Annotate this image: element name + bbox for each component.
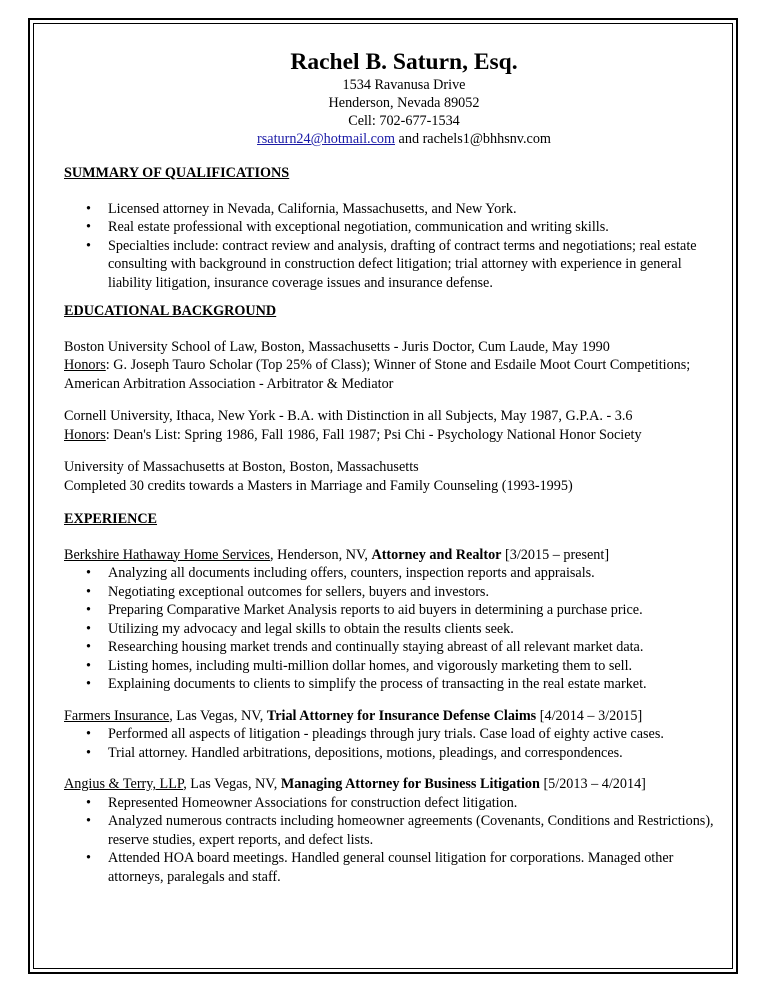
job-berkshire <box>64 546 714 694</box>
resume-page <box>64 48 714 886</box>
job-duty: • Utilizing my advocacy and legal skills to obtain the results clients seek. <box>108 620 714 639</box>
job-farmers <box>64 707 714 763</box>
bu-degree-line: Boston University School of Law, Boston, Massachusetts - Juris Doctor, Cum Laude, May 1990 <box>64 338 610 355</box>
job-duty: • Analyzed numerous contracts including homeowner agreements (Covenants, Conditions and Restrictions), reserve studies, expert reports, and defect lists. <box>108 812 714 849</box>
job-location: , Henderson, NV, <box>270 546 372 563</box>
education-umass <box>64 458 714 495</box>
job-duties <box>64 794 714 887</box>
job-duty: • Explaining documents to clients to simplify the process of transacting in the real estate market. <box>108 675 714 694</box>
bu-honors-text: : G. Joseph Tauro Scholar (Top 25% of Class); Winner of Stone and Esdaile Moot Court Competitions; American Arbitration Association - Arbitrator & Mediator <box>64 357 691 392</box>
summary-item: • Licensed attorney in Nevada, California, Massachusetts, and New York. <box>108 200 714 219</box>
job-heading <box>64 775 714 794</box>
job-role: Managing Attorney for Business Litigation <box>280 776 540 792</box>
job-duties <box>64 564 714 694</box>
job-duty: • Researching housing market trends and continually staying abreast of all relevant market data. <box>108 638 714 657</box>
resume-header <box>94 48 714 148</box>
summary-item: • Specialties include: contract review and analysis, drafting of contract terms and negotiations; real estate consulting with background in construction defect litigation; trial attorney with experience in general liability litigation, insurance coverage issues and insurance defense. <box>108 237 714 293</box>
bu-honors-label: Honors <box>64 357 106 373</box>
job-duty: • Represented Homeowner Associations for construction defect litigation. <box>108 794 714 813</box>
email-secondary: and rachels1@bhhsnv.com <box>395 131 551 147</box>
job-duty: • Trial attorney. Handled arbitrations, depositions, motions, pleadings, and correspondences. <box>108 744 714 763</box>
bu-honors <box>64 356 714 393</box>
job-duty: • Attended HOA board meetings. Handled general counsel litigation for corporations. Managed other attorneys, paralegals and staff. <box>108 849 714 886</box>
cell-phone: Cell: 702-677-1534 <box>348 113 460 129</box>
job-location: , Las Vegas, NV, <box>183 776 281 792</box>
job-dates: [3/2015 – present] <box>501 546 610 563</box>
job-role: Attorney and Realtor <box>371 546 502 563</box>
job-duty: • Analyzing all documents including offers, counters, inspection reports and appraisals. <box>108 564 714 583</box>
job-employer: Angius & Terry, LLP <box>64 776 184 792</box>
summary-title: SUMMARY OF QUALIFICATIONS <box>64 165 290 181</box>
education-cornell <box>64 407 714 444</box>
umass-detail: Completed 30 credits towards a Masters in Marriage and Family Counseling (1993-1995) <box>64 477 573 494</box>
job-location: , Las Vegas, NV, <box>169 707 267 724</box>
job-duty: • Performed all aspects of litigation - pleadings through jury trials. Case load of eighty active cases. <box>108 725 714 744</box>
cornell-honors-text: : Dean's List: Spring 1986, Fall 1986, Fall 1987; Psi Chi - Psychology National Honor Society <box>105 426 642 443</box>
summary-item: • Real estate professional with exceptional negotiation, communication and writing skills. <box>108 218 714 237</box>
address-line-2: Henderson, Nevada 89052 <box>328 95 480 111</box>
address-line-1: 1534 Ravanusa Drive <box>342 77 466 93</box>
job-duty: • Listing homes, including multi-million dollar homes, and vigorously marketing them to sell. <box>108 657 714 676</box>
email-line <box>94 130 714 148</box>
candidate-name: Rachel B. Saturn, Esq. <box>290 49 518 75</box>
education-boston-university <box>64 338 714 394</box>
education-title: EDUCATIONAL BACKGROUND <box>64 303 277 319</box>
job-heading <box>64 707 714 726</box>
job-duty: • Preparing Comparative Market Analysis reports to aid buyers in determining a purchase price. <box>108 601 714 620</box>
summary-list <box>64 200 714 293</box>
job-angius-terry <box>64 775 714 886</box>
job-heading <box>64 546 714 565</box>
job-dates: [5/2013 – 4/2014] <box>539 776 646 792</box>
job-employer: Farmers Insurance <box>64 707 170 724</box>
experience-title: EXPERIENCE <box>64 511 158 527</box>
job-employer: Berkshire Hathaway Home Services <box>64 546 271 563</box>
cornell-degree-line: Cornell University, Ithaca, New York - B.A. with Distinction in all Subjects, May 1987, G.P.A. - 3.6 <box>64 408 633 424</box>
umass-line: University of Massachusetts at Boston, Boston, Massachusetts <box>64 459 419 475</box>
cornell-honors <box>64 426 714 445</box>
email-link-hotmail[interactable]: rsaturn24@hotmail.com <box>257 131 395 147</box>
job-dates: [4/2014 – 3/2015] <box>536 707 643 724</box>
job-duty: • Negotiating exceptional outcomes for sellers, buyers and investors. <box>108 583 714 602</box>
job-duties <box>64 725 714 762</box>
cornell-honors-label: Honors <box>64 426 106 443</box>
job-role: Trial Attorney for Insurance Defense Claims <box>266 707 537 724</box>
